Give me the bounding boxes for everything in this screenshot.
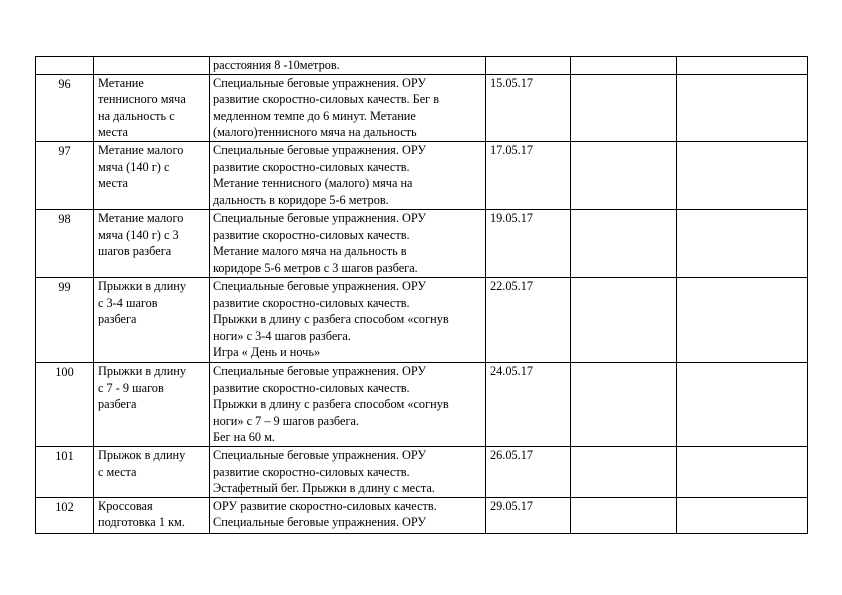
lesson-date: 29.05.17 bbox=[486, 497, 571, 533]
lesson-topic-line: с 3-4 шагов bbox=[98, 295, 158, 310]
lesson-date: 24.05.17 bbox=[486, 362, 571, 446]
table-row bbox=[36, 362, 808, 446]
lesson-content bbox=[210, 446, 486, 497]
lesson-plan-table bbox=[35, 56, 808, 534]
actual-date-cell bbox=[571, 57, 677, 75]
notes-cell bbox=[677, 74, 808, 141]
lesson-number: 100 bbox=[36, 362, 94, 446]
lesson-topic-line: места bbox=[98, 125, 128, 140]
table-row bbox=[36, 141, 808, 209]
lesson-content-line: Специальные беговые упражнения. ОРУ bbox=[213, 447, 427, 462]
lesson-content-line: развитие скоростно-силовых качеств. bbox=[213, 295, 410, 310]
lesson-content-line: расстояния 8 -10метров. bbox=[213, 58, 340, 72]
notes-cell bbox=[677, 446, 808, 497]
notes-cell bbox=[677, 277, 808, 362]
lesson-content-line: Специальные беговые упражнения. ОРУ bbox=[213, 75, 427, 90]
lesson-topic-line: разбега bbox=[98, 312, 137, 327]
actual-date-cell bbox=[571, 446, 677, 497]
lesson-number: 99 bbox=[36, 277, 94, 362]
lesson-content-line: дальность в коридоре 5-6 метров. bbox=[213, 192, 389, 207]
lesson-content-line: ОРУ развитие скоростно-силовых качеств. bbox=[213, 498, 437, 513]
notes-cell bbox=[677, 141, 808, 209]
lesson-content-line: Метание малого мяча на дальность в bbox=[213, 244, 407, 259]
table-row bbox=[36, 57, 808, 75]
table-row bbox=[36, 446, 808, 497]
lesson-topic bbox=[94, 497, 210, 533]
lesson-content bbox=[210, 74, 486, 141]
lesson-topic bbox=[94, 277, 210, 362]
lesson-topic-line: разбега bbox=[98, 397, 137, 412]
table-row bbox=[36, 74, 808, 141]
lesson-content-line: ноги» с 7 – 9 шагов разбега. bbox=[213, 413, 360, 428]
lesson-topic bbox=[94, 446, 210, 497]
actual-date-cell bbox=[571, 362, 677, 446]
lesson-content-line: Бег на 60 м. bbox=[213, 430, 275, 445]
lesson-topic-line: с 7 - 9 шагов bbox=[98, 380, 164, 395]
lesson-topic-line: подготовка 1 км. bbox=[98, 515, 185, 530]
lesson-content-line: Прыжки в длину с разбега способом «согнув bbox=[213, 397, 449, 412]
lesson-content-line: (малого)теннисного мяча на дальность bbox=[213, 125, 417, 140]
lesson-content-line: развитие скоростно-силовых качеств. Бег в bbox=[213, 92, 440, 107]
lesson-content bbox=[210, 497, 486, 533]
notes-cell bbox=[677, 209, 808, 277]
lesson-content-line: медленном темпе до 6 минут. Метание bbox=[213, 108, 416, 123]
lesson-topic-line: с места bbox=[98, 464, 137, 479]
lesson-content-line: коридоре 5-6 метров с 3 шагов разбега. bbox=[213, 260, 418, 275]
lesson-content-line: Специальные беговые упражнения. ОРУ bbox=[213, 278, 427, 293]
lesson-content bbox=[210, 57, 486, 75]
actual-date-cell bbox=[571, 74, 677, 141]
lesson-topic-line: Метание bbox=[98, 75, 144, 90]
lesson-number bbox=[36, 57, 94, 75]
lesson-topic-line: Прыжки в длину bbox=[98, 278, 186, 293]
lesson-topic bbox=[94, 209, 210, 277]
lesson-date: 22.05.17 bbox=[486, 277, 571, 362]
table-row bbox=[36, 209, 808, 277]
lesson-topic bbox=[94, 57, 210, 75]
lesson-topic-line: места bbox=[98, 176, 128, 191]
lesson-date: 26.05.17 bbox=[486, 446, 571, 497]
lesson-content-line: развитие скоростно-силовых качеств. bbox=[213, 464, 410, 479]
lesson-date: 19.05.17 bbox=[486, 209, 571, 277]
lesson-content-line: Игра « День и ночь» bbox=[213, 345, 321, 360]
lesson-content bbox=[210, 277, 486, 362]
lesson-topic-line: Метание малого bbox=[98, 142, 184, 157]
lesson-topic-line: Прыжки в длину bbox=[98, 363, 186, 378]
actual-date-cell bbox=[571, 497, 677, 533]
notes-cell bbox=[677, 57, 808, 75]
lesson-content-line: Метание теннисного (малого) мяча на bbox=[213, 176, 413, 191]
lesson-topic-line: шагов разбега bbox=[98, 244, 172, 259]
lesson-content bbox=[210, 209, 486, 277]
lesson-content-line: развитие скоростно-силовых качеств. bbox=[213, 159, 410, 174]
lesson-topic bbox=[94, 141, 210, 209]
lesson-content-line: развитие скоростно-силовых качеств. bbox=[213, 380, 410, 395]
lesson-topic-line: мяча (140 г) с bbox=[98, 159, 170, 174]
lesson-content-line: развитие скоростно-силовых качеств. bbox=[213, 227, 410, 242]
lesson-topic-line: на дальность с bbox=[98, 108, 175, 123]
lesson-content-line: Специальные беговые упражнения. ОРУ bbox=[213, 515, 427, 530]
lesson-content-line: ноги» с 3-4 шагов разбега. bbox=[213, 328, 351, 343]
lesson-date: 15.05.17 bbox=[486, 74, 571, 141]
lesson-number: 96 bbox=[36, 74, 94, 141]
lesson-topic bbox=[94, 74, 210, 141]
notes-cell bbox=[677, 362, 808, 446]
lesson-topic-line: Кроссовая bbox=[98, 498, 153, 513]
lesson-date bbox=[486, 57, 571, 75]
actual-date-cell bbox=[571, 209, 677, 277]
lesson-content-line: Специальные беговые упражнения. ОРУ bbox=[213, 142, 427, 157]
lesson-content-line: Специальные беговые упражнения. ОРУ bbox=[213, 363, 427, 378]
table-row bbox=[36, 497, 808, 533]
actual-date-cell bbox=[571, 141, 677, 209]
lesson-content-line: Прыжки в длину с разбега способом «согнув bbox=[213, 312, 449, 327]
lesson-topic-line: Прыжок в длину bbox=[98, 447, 186, 462]
lesson-topic bbox=[94, 362, 210, 446]
lesson-content-line: Эстафетный бег. Прыжки в длину с места. bbox=[213, 481, 435, 496]
notes-cell bbox=[677, 497, 808, 533]
lesson-topic-line: мяча (140 г) с 3 bbox=[98, 227, 179, 242]
lesson-number: 101 bbox=[36, 446, 94, 497]
lesson-number: 102 bbox=[36, 497, 94, 533]
lesson-content bbox=[210, 141, 486, 209]
lesson-plan-body bbox=[36, 57, 808, 534]
lesson-topic-line: Метание малого bbox=[98, 210, 184, 225]
lesson-date: 17.05.17 bbox=[486, 141, 571, 209]
lesson-number: 98 bbox=[36, 209, 94, 277]
lesson-content bbox=[210, 362, 486, 446]
lesson-topic-line: теннисного мяча bbox=[98, 92, 186, 107]
actual-date-cell bbox=[571, 277, 677, 362]
table-row bbox=[36, 277, 808, 362]
lesson-number: 97 bbox=[36, 141, 94, 209]
lesson-content-line: Специальные беговые упражнения. ОРУ bbox=[213, 210, 427, 225]
